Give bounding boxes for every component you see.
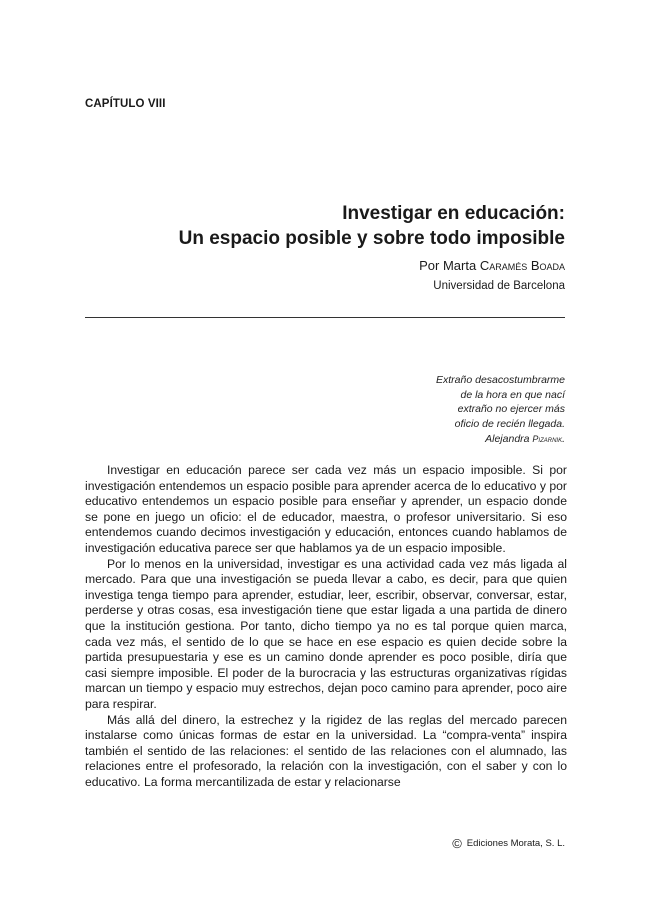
epigraph-line: extraño no ejercer más	[457, 403, 565, 415]
epigraph-author-end: .	[562, 433, 565, 445]
epigraph-author-last: Pizarnik	[532, 434, 563, 444]
author-line	[85, 257, 565, 275]
chapter-label: CAPÍTULO VIII	[85, 98, 166, 110]
epigraph-line: Extraño desacostumbrarme	[436, 374, 565, 386]
body-paragraph: Más allá del dinero, la estrechez y la rigidez de las reglas del mercado parecen instalarse como únicas formas de estar en la universidad. La “compra-venta” inspira también el sentido de las relaciones: el sentido de las relaciones con el alumnado, las relaciones entre el profesorado, la relación con la investigación, con el saber y con lo educativo. La forma mercantilizada de estar y relacionarse	[85, 712, 567, 789]
epigraph-author-first: Alejandra	[485, 433, 533, 445]
epigraph-line: oficio de recién llegada.	[454, 417, 565, 430]
author-prefix: Por Marta	[419, 258, 480, 273]
copyright-icon: ©	[452, 836, 462, 851]
body-paragraph: Por lo menos en la universidad, investigar es una actividad cada vez más ligada al mercado. Para que una investigación se pueda llevar a cabo, es decir, para que quien investiga tenga tiempo para aprender, estudiar, leer, escribir, observar, conversar, estar, perderse y otras cosas, esa investigación tiene que estar ligada a una partida de dinero que la institución gestiona. Por tanto, dicho tiempo ya no es tal porque quien marca, cada vez más, el sentido de lo que se hace en ese espacio es quien decide sobre la partida presupuestaria y ese es un camino donde aprender es poco posible, diría que casi siempre imposible. El poder de la burocracia y las estructuras organizativas rígidas marcan un tiempo y espacio muy estrechos, dejan poco camino para aprender, poco aire para respirar.	[85, 556, 567, 711]
publisher-footer	[452, 837, 565, 850]
epigraph-attribution	[265, 432, 565, 447]
author-affiliation: Universidad de Barcelona	[433, 280, 565, 292]
epigraph-line: de la hora en que nací	[460, 388, 565, 401]
chapter-title-line-2: Un espacio posible y sobre todo imposible	[178, 228, 565, 249]
chapter-title-line-1: Investigar en educación:	[342, 203, 565, 224]
body-text	[85, 463, 567, 790]
epigraph	[265, 373, 565, 447]
body-paragraph: Investigar en educación parece ser cada vez más un espacio imposible. Si por investigación entendemos un espacio posible para aprender acerca de lo educativo y por educativo entendemos un espacio posible para enseñar y aprender, un espacio donde se pone en juego un oficio: el de educador, maestra, o profesor universitario. Si eso entendemos cuando decimos investigación y educación, entonces cuando hablamos de investigación educativa parece ser que hablamos ya de un espacio imposible.	[85, 463, 567, 555]
title-block	[85, 201, 565, 294]
publisher-name: Ediciones Morata, S. L.	[466, 838, 565, 849]
author-surname: Caramés Boada	[479, 258, 565, 273]
section-divider	[85, 317, 565, 318]
